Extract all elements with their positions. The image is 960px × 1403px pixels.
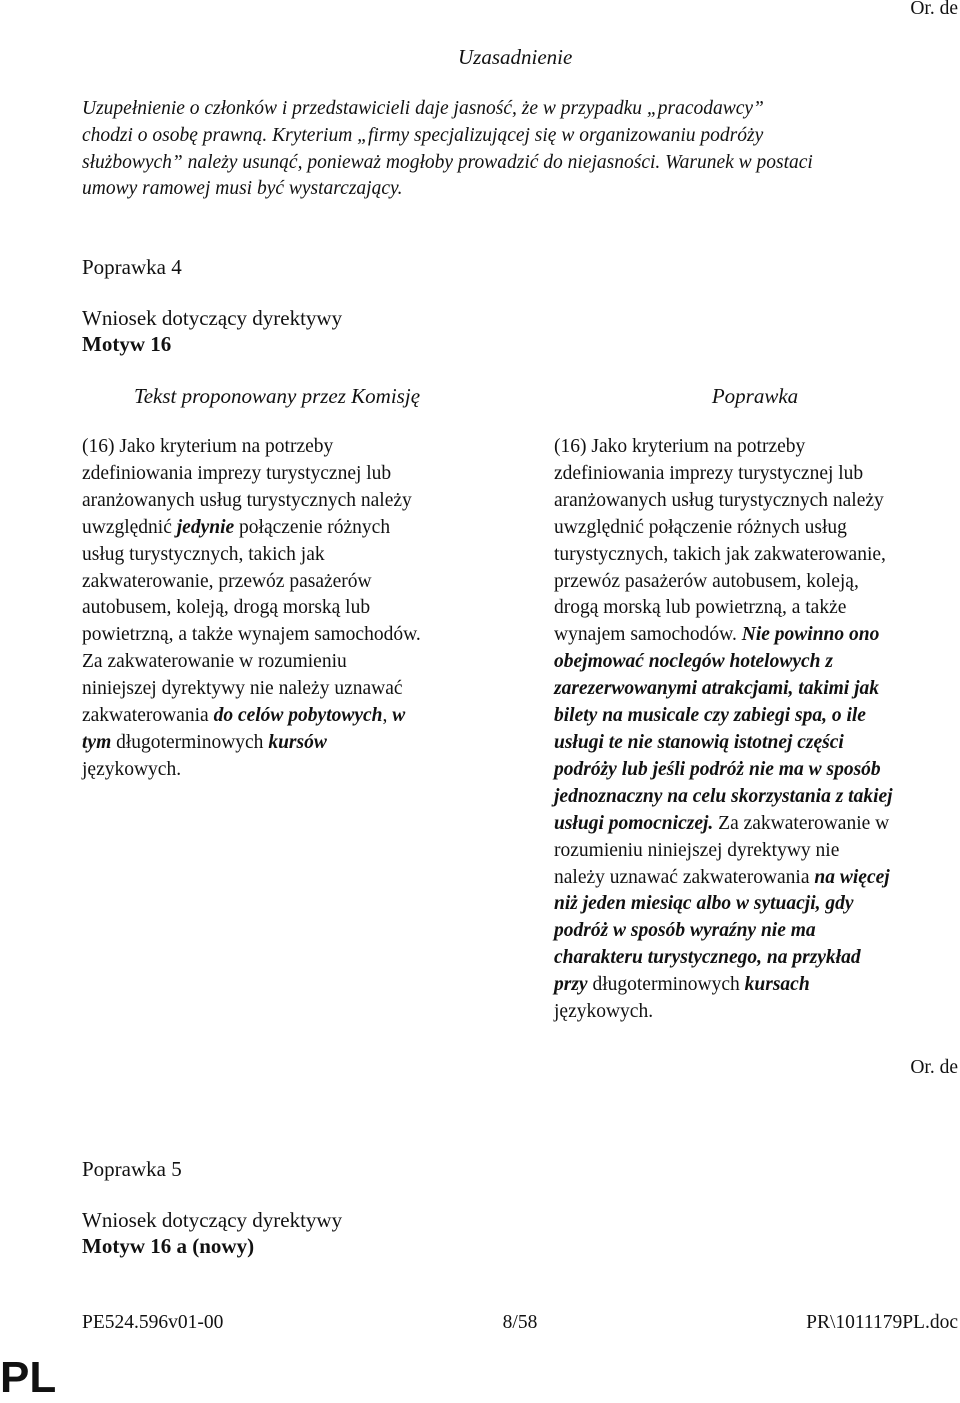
text-line xyxy=(554,622,960,649)
file-name: PR\1011179PL.doc xyxy=(806,1312,958,1333)
text-segment: aranżowanych usług turystycznych należy xyxy=(82,489,412,511)
text-segment: uwzględnić xyxy=(82,516,177,538)
text-line xyxy=(554,811,960,838)
text-segment: Za zakwaterowanie w rozumieniu xyxy=(82,651,347,673)
text-line xyxy=(554,757,960,784)
emphasized-text: jednoznaczny na celu skorzystania z takiej xyxy=(554,785,893,807)
text-segment: zdefiniowania imprezy turystycznej lub xyxy=(554,462,864,484)
emphasized-text: charakteru turystycznego, na przykład xyxy=(554,947,861,969)
recital-label: Motyw 16 a (nowy) xyxy=(82,1234,255,1258)
text-line xyxy=(82,703,482,730)
text-line xyxy=(82,488,482,515)
page-number: 8/58 xyxy=(502,1312,538,1333)
justification-line: umowy ramowej musi być wystarczający. xyxy=(82,178,403,200)
justification-line: służbowych” należy usunąć, ponieważ mogłoby prowadzić do niejasności. Warunek w postaci xyxy=(82,151,813,173)
emphasized-text: tym xyxy=(82,731,112,753)
text-segment: rozumieniu niniejszej dyrektywy nie xyxy=(554,839,840,861)
commission-text-heading: Tekst proponowany przez Komisję xyxy=(133,384,421,408)
text-line xyxy=(82,434,482,461)
text-segment: językowych. xyxy=(82,758,182,780)
text-line xyxy=(554,838,960,865)
language-code: PL xyxy=(0,1353,57,1402)
emphasized-text: przy xyxy=(554,974,588,996)
text-line xyxy=(82,595,482,622)
text-segment: autobusem, koleją, drogą morską lub xyxy=(82,597,371,619)
text-line xyxy=(554,945,960,972)
emphasized-text: Nie powinno ono xyxy=(741,624,880,646)
original-language-top: Or. de xyxy=(910,0,958,19)
text-line xyxy=(82,730,482,757)
text-segment: zakwaterowania xyxy=(82,705,214,727)
justification-title: Uzasadnienie xyxy=(458,45,573,69)
text-line xyxy=(554,784,960,811)
emphasized-text: na więcej xyxy=(814,866,890,888)
emphasized-text: kursach xyxy=(744,974,810,996)
text-line xyxy=(554,865,960,892)
justification-text xyxy=(82,96,957,203)
emphasized-text: podróży lub jeśli podróż nie ma w sposób xyxy=(554,758,881,780)
emphasized-text: usługi te nie stanowią istotnej części xyxy=(554,731,844,753)
emphasized-text: bilety na musicale czy zabiegi spa, o ile xyxy=(554,705,866,727)
emphasized-text: jedynie xyxy=(176,516,235,538)
text-line xyxy=(554,918,960,945)
text-segment: drogą morską lub powietrzną, a także xyxy=(554,597,847,619)
emphasized-text: podróż w sposób wyraźny nie ma xyxy=(554,920,816,942)
text-segment: turystycznych, takich jak zakwaterowanie, xyxy=(554,543,886,565)
text-line xyxy=(554,488,960,515)
emphasized-text: niż jeden miesiąc albo w sytuacji, gdy xyxy=(554,893,854,915)
amendment-text-column xyxy=(554,434,960,1026)
emphasized-text: do celów pobytowych xyxy=(213,705,383,727)
text-line xyxy=(554,569,960,596)
emphasized-text: zarezerwowanymi atrakcjami, takimi jak xyxy=(554,678,880,700)
text-line xyxy=(82,515,482,542)
text-line xyxy=(82,461,482,488)
text-line xyxy=(82,622,482,649)
text-segment: (16) Jako kryterium na potrzeby xyxy=(82,436,334,457)
text-segment: , xyxy=(382,705,393,727)
text-segment: długoterminowych xyxy=(587,974,745,996)
text-segment: powietrzną, a także wynajem samochodów. xyxy=(82,624,421,646)
original-language-label: Or. de xyxy=(910,1057,958,1078)
emphasized-text: kursów xyxy=(268,731,327,753)
text-segment: uwzględnić połączenie różnych usług xyxy=(554,516,847,538)
document-reference: PE524.596v01-00 xyxy=(82,1312,224,1333)
text-segment: Za zakwaterowanie w xyxy=(713,812,890,834)
proposal-label: Wniosek dotyczący dyrektywy xyxy=(82,1208,343,1232)
text-segment: usług turystycznych, takich jak xyxy=(82,543,325,565)
amendment-heading: Poprawka 4 xyxy=(82,255,182,279)
text-line xyxy=(82,757,482,784)
text-line xyxy=(554,461,960,488)
text-segment: językowych. xyxy=(554,1001,654,1023)
text-segment: aranżowanych usług turystycznych należy xyxy=(554,489,884,511)
text-line xyxy=(554,595,960,622)
commission-text-column xyxy=(82,434,482,784)
text-segment: niniejszej dyrektywy nie należy uznawać xyxy=(82,678,403,700)
text-segment: wynajem samochodów. xyxy=(554,624,742,646)
text-line xyxy=(554,972,960,999)
text-segment: zakwaterowanie, przewóz pasażerów xyxy=(82,570,372,592)
text-segment: zdefiniowania imprezy turystycznej lub xyxy=(82,462,392,484)
text-line xyxy=(82,542,482,569)
text-line xyxy=(554,542,960,569)
text-line xyxy=(554,434,960,461)
text-segment: przewóz pasażerów autobusem, koleją, xyxy=(554,570,859,592)
text-segment: należy uznawać zakwaterowania xyxy=(554,866,815,888)
text-line xyxy=(82,649,482,676)
text-line xyxy=(554,730,960,757)
text-line xyxy=(82,569,482,596)
justification-line: chodzi o osobę prawną. Kryterium „firmy specjalizującej się w organizowaniu podróży xyxy=(82,124,764,146)
text-line xyxy=(554,649,960,676)
justification-line: Uzupełnienie o członków i przedstawicieli daje jasność, że w przypadku „pracodawcy” xyxy=(82,98,764,119)
emphasized-text: usługi pomocniczej. xyxy=(554,812,714,834)
recital-label: Motyw 16 xyxy=(82,332,172,356)
text-line xyxy=(554,891,960,918)
text-segment: (16) Jako kryterium na potrzeby xyxy=(554,436,806,457)
emphasized-text: w xyxy=(392,705,406,727)
text-line xyxy=(554,999,960,1026)
text-line xyxy=(554,703,960,730)
text-segment: połączenie różnych xyxy=(234,516,391,538)
amendment-column-heading: Poprawka xyxy=(711,384,799,408)
text-line xyxy=(554,676,960,703)
emphasized-text: obejmować noclegów hotelowych z xyxy=(554,651,833,673)
text-line xyxy=(82,676,482,703)
text-segment: długoterminowych xyxy=(111,731,269,753)
text-line xyxy=(554,515,960,542)
amendment-heading: Poprawka 5 xyxy=(82,1157,182,1181)
proposal-label: Wniosek dotyczący dyrektywy xyxy=(82,306,343,330)
